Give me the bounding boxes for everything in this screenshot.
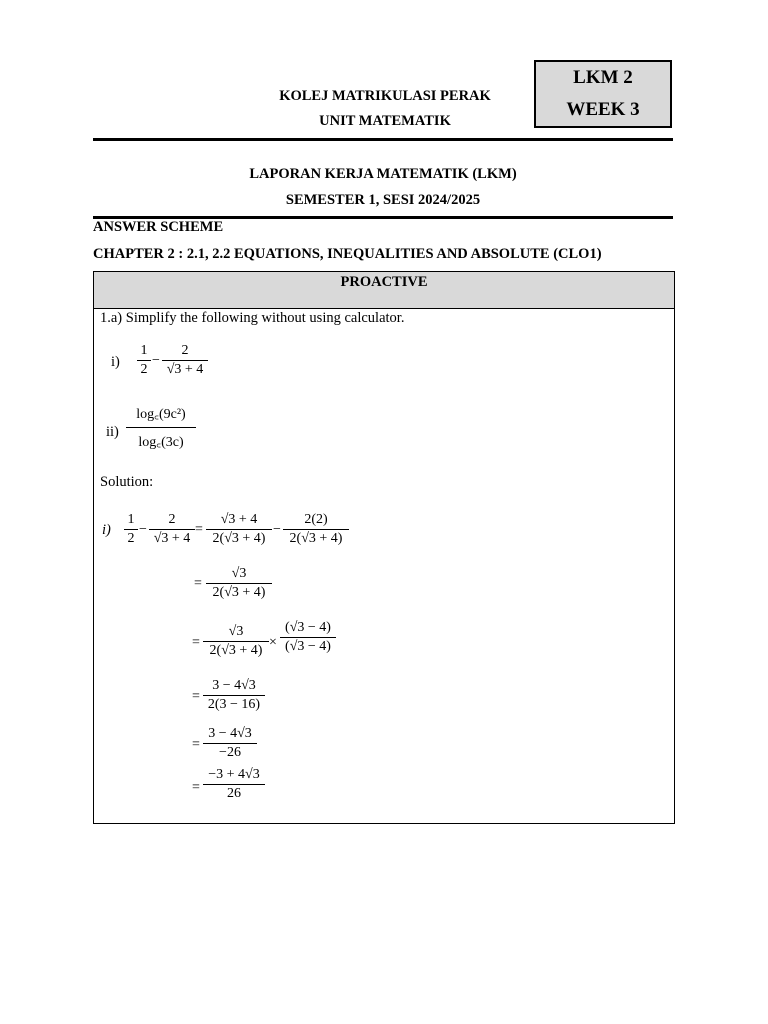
lkm-badge <box>534 60 672 128</box>
s6-equals: = <box>192 780 200 795</box>
s4-bar <box>203 695 265 696</box>
s1-minus-2: − <box>273 522 281 537</box>
proactive-heading: PROACTIVE <box>94 272 674 309</box>
s1-rhs-fraction-1 <box>206 512 272 547</box>
chapter-title: CHAPTER 2 : 2.1, 2.2 EQUATIONS, INEQUALITIES AND ABSOLUTE (CLO1) <box>93 246 602 262</box>
s2-equals: = <box>194 576 202 591</box>
q-ii-fraction <box>126 404 196 451</box>
s4-equals: = <box>192 689 200 704</box>
s3-f2-bar <box>280 637 336 638</box>
s5-bar <box>203 743 257 744</box>
s5-equals: = <box>192 737 200 752</box>
s3-f1-num: √3 <box>228 624 244 639</box>
q-ii-bar <box>126 427 196 428</box>
s1-lhs-fraction-1 <box>124 512 138 547</box>
s3-f2-den: (√3 − 4) <box>285 639 331 654</box>
q-i-fraction-1 <box>137 343 151 378</box>
s4-num: 3 − 4√3 <box>212 678 256 693</box>
q-i-f1-num: 1 <box>140 343 148 358</box>
s5-fraction <box>203 726 257 761</box>
s6-fraction <box>203 767 265 802</box>
unit-name: UNIT MATEMATIK <box>319 113 451 129</box>
q-i-f2-num: 2 <box>181 343 189 358</box>
s2-bar <box>206 583 272 584</box>
solution-i-label: i) <box>102 522 111 538</box>
s4-fraction <box>203 678 265 713</box>
s1-rhs-f2-num: 2(2) <box>304 512 328 527</box>
s6-den: 26 <box>227 786 241 801</box>
s1-minus-1: − <box>139 522 147 537</box>
q-i-f1-bar <box>137 360 151 361</box>
badge-lkm: LKM 2 <box>573 67 633 88</box>
s3-f1-den: 2(√3 + 4) <box>209 643 263 658</box>
s1-rhs-f1-den: 2(√3 + 4) <box>212 531 266 546</box>
s2-num: √3 <box>231 566 247 581</box>
s6-num: −3 + 4√3 <box>208 767 260 782</box>
semester-title: SEMESTER 1, SESI 2024/2025 <box>285 192 481 208</box>
s1-rhs-f1-num: √3 + 4 <box>220 512 258 527</box>
q-i-fraction-2 <box>162 343 208 378</box>
s3-equals: = <box>192 635 200 650</box>
s2-fraction <box>206 566 272 601</box>
question-text: 1.a) Simplify the following without using calculator. <box>100 310 405 326</box>
s2-den: 2(√3 + 4) <box>212 585 266 600</box>
s1-rhs-f2-bar <box>283 529 349 530</box>
s6-bar <box>203 784 265 785</box>
s1-rhs-f2-den: 2(√3 + 4) <box>289 531 343 546</box>
s1-lhs-f2-den: √3 + 4 <box>153 531 191 546</box>
q-i-f1-den: 2 <box>140 362 148 377</box>
q-i-f2-den: √3 + 4 <box>166 362 204 377</box>
s3-fraction-2 <box>280 620 336 655</box>
part-ii-label: ii) <box>106 424 119 440</box>
s3-fraction-1 <box>203 624 269 659</box>
s1-lhs-fraction-2 <box>149 512 195 547</box>
s1-rhs-f1-bar <box>206 529 272 530</box>
s3-times: × <box>269 635 277 650</box>
s3-f1-bar <box>203 641 269 642</box>
s1-lhs-f2-num: 2 <box>168 512 176 527</box>
q-ii-den: log꜀(3c) <box>138 435 184 450</box>
solution-label: Solution: <box>100 474 154 490</box>
q-i-f2-bar <box>162 360 208 361</box>
q-ii-num: log꜀(9c²) <box>136 407 186 422</box>
part-i-label: i) <box>111 354 120 370</box>
s1-equals: = <box>195 522 203 537</box>
s4-den: 2(3 − 16) <box>207 697 261 712</box>
s1-lhs-f1-den: 2 <box>127 531 135 546</box>
s5-num: 3 − 4√3 <box>208 726 252 741</box>
college-name: KOLEJ MATRIKULASI PERAK <box>279 88 491 104</box>
s3-f2-num: (√3 − 4) <box>285 620 331 635</box>
report-title: LAPORAN KERJA MATEMATIK (LKM) <box>249 166 517 182</box>
s1-lhs-f1-num: 1 <box>127 512 135 527</box>
answer-scheme-label: ANSWER SCHEME <box>93 219 224 235</box>
s1-lhs-f2-bar <box>149 529 195 530</box>
header-rule <box>93 138 673 141</box>
s1-rhs-fraction-2 <box>283 512 349 547</box>
s1-lhs-f1-bar <box>124 529 138 530</box>
minus-op: − <box>152 353 160 368</box>
badge-week: WEEK 3 <box>566 99 640 120</box>
s5-den: −26 <box>219 745 241 760</box>
